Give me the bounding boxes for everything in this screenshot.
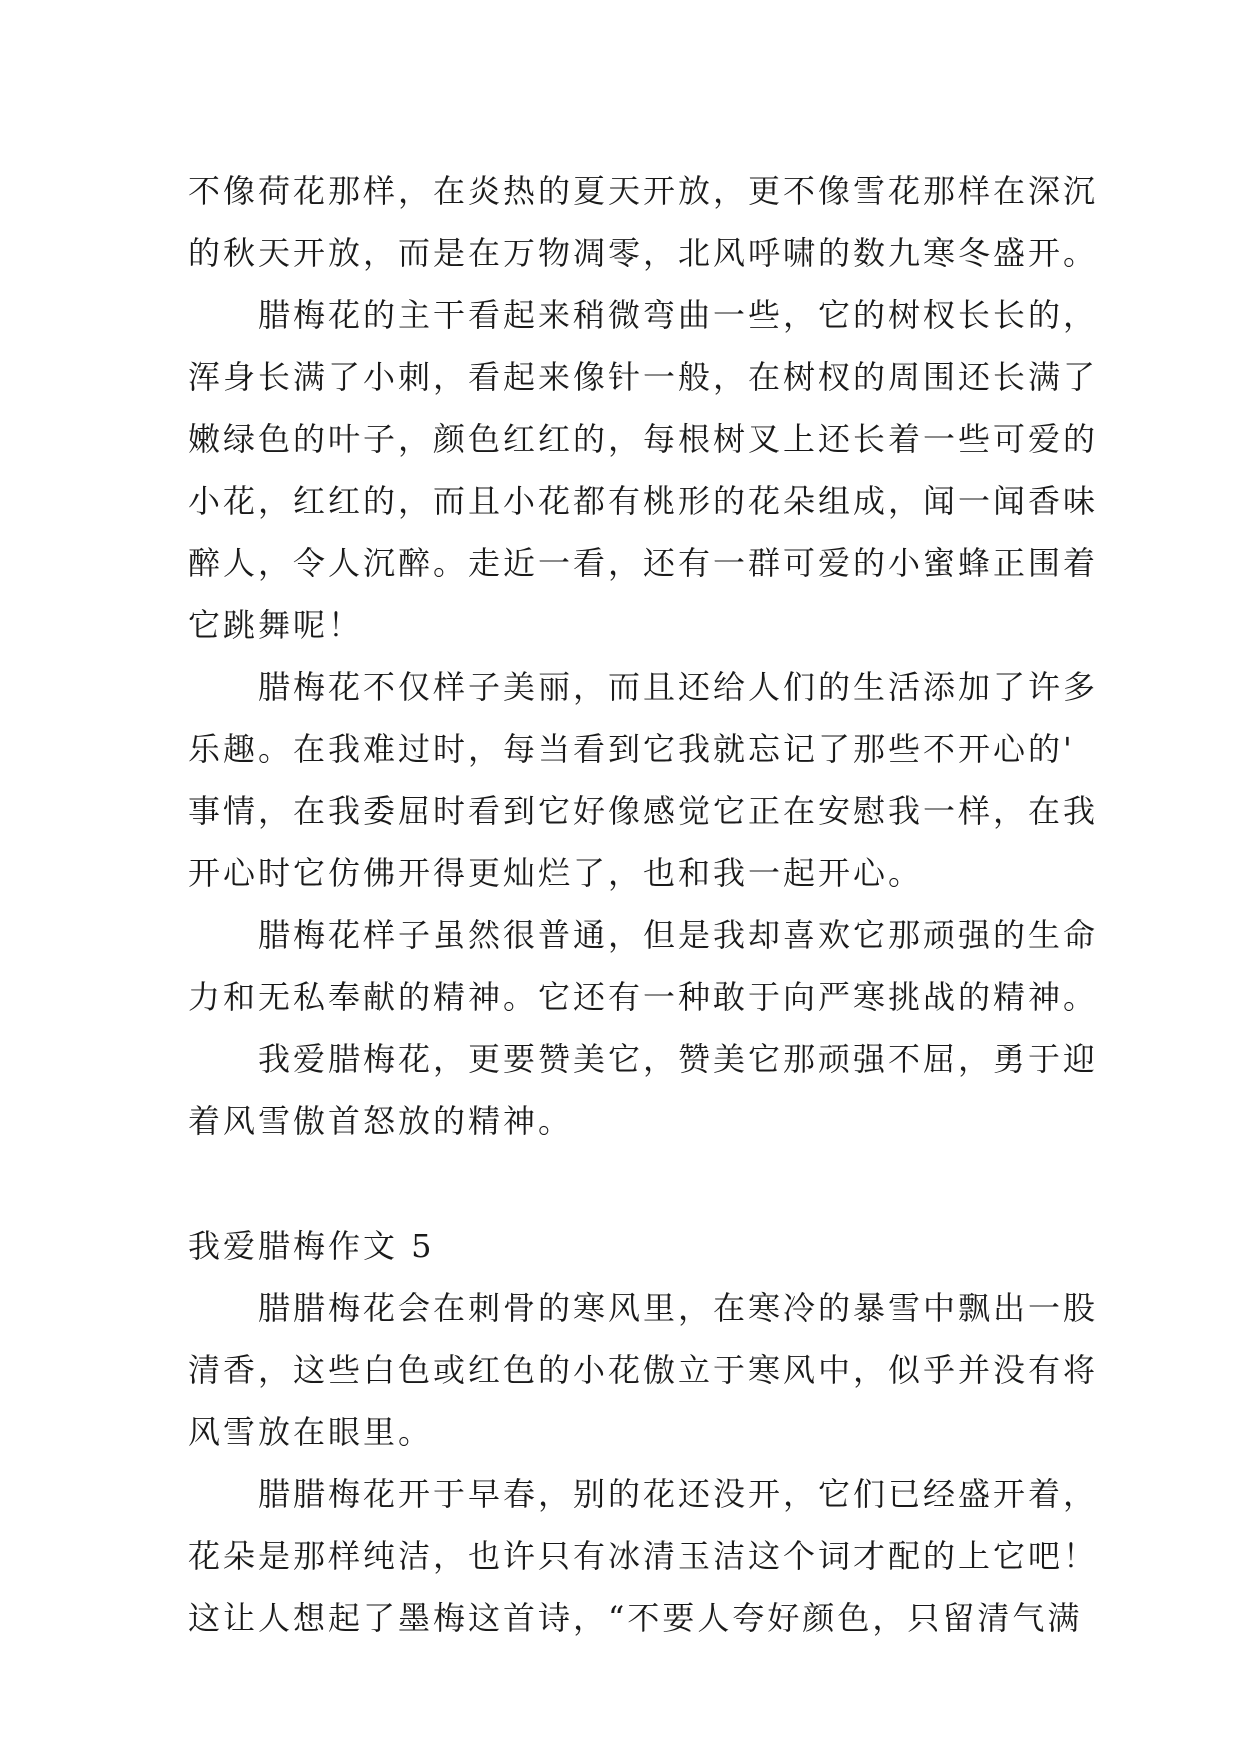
text-line: 这让人想起了墨梅这首诗，“不要人夸好颜色，只留清气满 xyxy=(188,1599,1083,1637)
essay-body xyxy=(188,160,1099,1649)
text-line: 浑身长满了小刺，看起来像针一般，在树杈的周围还长满了 xyxy=(188,358,1099,396)
text-line: 嫩绿色的叶子，颜色红红的，每根树叉上还长着一些可爱的 xyxy=(188,420,1099,458)
text-line: 我爱腊梅花，更要赞美它，赞美它那顽强不屈，勇于迎 xyxy=(188,1040,1099,1078)
text-line: 清香，这些白色或红色的小花傲立于寒风中，似乎并没有将 xyxy=(188,1351,1099,1389)
text-line: 腊腊梅花开于早春，别的花还没开，它们已经盛开着， xyxy=(188,1475,1099,1513)
text-line: 力和无私奉献的精神。它还有一种敢于向严寒挑战的精神。 xyxy=(188,978,1099,1016)
text-line: 风雪放在眼里。 xyxy=(188,1413,434,1451)
text-line: 的秋天开放，而是在万物凋零，北风呼啸的数九寒冬盛开。 xyxy=(188,234,1099,272)
section-spacer xyxy=(188,1152,1068,1215)
text-line: 花朵是那样纯洁，也许只有冰清玉洁这个词才配的上它吧！ xyxy=(188,1537,1099,1575)
text-line: 乐趣。在我难过时，每当看到它我就忘记了那些不开心的' xyxy=(188,730,1075,768)
text-line: 小花，红红的，而且小花都有桃形的花朵组成，闻一闻香味 xyxy=(188,482,1099,520)
text-line: 腊梅花的主干看起来稍微弯曲一些，它的树杈长长的， xyxy=(188,296,1099,334)
section-title: 我爱腊梅作文 5 xyxy=(188,1227,435,1265)
text-line: 腊梅花不仅样子美丽，而且还给人们的生活添加了许多 xyxy=(188,668,1099,706)
text-line: 腊梅花样子虽然很普通，但是我却喜欢它那顽强的生命 xyxy=(188,916,1099,954)
text-line: 着风雪傲首怒放的精神。 xyxy=(188,1102,574,1140)
text-line: 开心时它仿佛开得更灿烂了，也和我一起开心。 xyxy=(188,854,924,892)
text-line: 不像荷花那样，在炎热的夏天开放，更不像雪花那样在深沉 xyxy=(188,172,1099,210)
text-line: 事情，在我委屈时看到它好像感觉它正在安慰我一样，在我 xyxy=(188,792,1099,830)
text-line: 它跳舞呢！ xyxy=(188,606,364,644)
text-line: 腊腊梅花会在刺骨的寒风里，在寒冷的暴雪中飘出一股 xyxy=(188,1289,1099,1327)
text-line: 醉人，令人沉醉。走近一看，还有一群可爱的小蜜蜂正围着 xyxy=(188,544,1099,582)
